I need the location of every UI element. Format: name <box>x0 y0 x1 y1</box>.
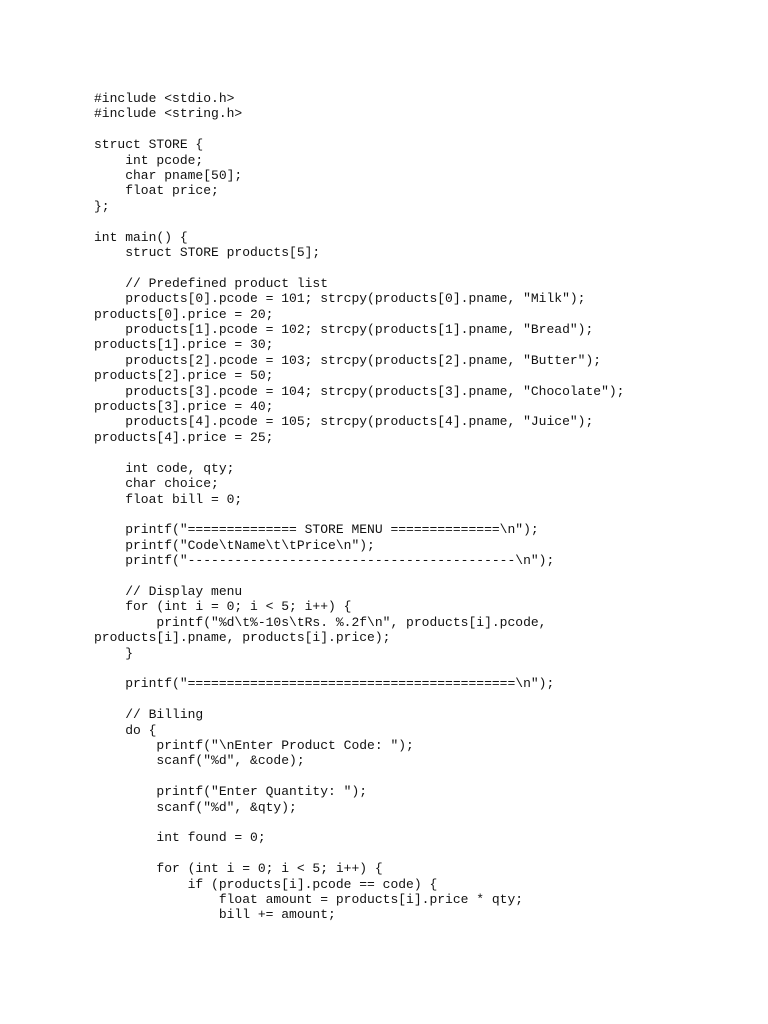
code-line: if (products[i].pcode == code) { <box>94 876 438 892</box>
code-line: for (int i = 0; i < 5; i++) { <box>94 861 383 877</box>
code-line: printf("==========================================\n"); <box>94 676 555 692</box>
code-line: do { <box>94 722 157 738</box>
code-line: #include <stdio.h> <box>94 91 235 106</box>
code-line: printf("%d\t%-10s\tRs. %.2f\n", products[i].pcode, <box>94 614 547 630</box>
code-line <box>94 445 625 460</box>
code-line: products[2].pcode = 103; strcpy(products[2].pname, "Butter"); <box>94 352 602 368</box>
code-line: products[2].price = 50; <box>94 368 274 384</box>
code-line: printf("\nEnter Product Code: "); <box>94 737 414 753</box>
code-line <box>94 846 625 861</box>
code-line: int code, qty; <box>94 460 235 476</box>
code-line <box>94 122 625 137</box>
code-line: printf("============== STORE MENU ==============\n"); <box>94 522 539 538</box>
code-line: scanf("%d", &qty); <box>94 799 297 815</box>
code-line: int pcode; <box>94 152 204 168</box>
code-line: float price; <box>94 183 219 199</box>
code-line: char pname[50]; <box>94 168 243 184</box>
code-line: float amount = products[i].price * qty; <box>94 891 524 907</box>
code-line: #include <string.h> <box>94 106 243 122</box>
code-line: bill += amount; <box>94 907 336 923</box>
code-line: }; <box>94 198 110 214</box>
code-line <box>94 260 625 275</box>
code-line: products[1].price = 30; <box>94 337 274 353</box>
code-line: products[0].price = 20; <box>94 306 274 322</box>
code-line: // Billing <box>94 707 204 723</box>
code-line <box>94 569 625 584</box>
code-line: printf("------------------------------------------\n"); <box>94 553 555 569</box>
code-line: products[0].pcode = 101; strcpy(products[0].pname, "Milk"); <box>94 291 586 307</box>
code-line: // Display menu <box>94 583 243 599</box>
code-line <box>94 769 625 784</box>
code-line: float bill = 0; <box>94 491 243 507</box>
code-line <box>94 661 625 676</box>
code-line: products[3].pcode = 104; strcpy(products[3].pname, "Chocolate"); <box>94 383 625 399</box>
code-line: products[4].pcode = 105; strcpy(products[4].pname, "Juice"); <box>94 414 594 430</box>
code-line: products[1].pcode = 102; strcpy(products[1].pname, "Bread"); <box>94 322 594 338</box>
code-line: // Predefined product list <box>94 275 329 291</box>
code-line <box>94 692 625 707</box>
code-line: int main() { <box>94 229 188 245</box>
code-line: char choice; <box>94 476 219 492</box>
code-line: struct STORE { <box>94 137 204 153</box>
code-line: struct STORE products[5]; <box>94 245 321 261</box>
code-line <box>94 815 625 830</box>
code-line: products[4].price = 25; <box>94 429 274 445</box>
code-line: scanf("%d", &code); <box>94 753 305 769</box>
code-line: products[3].price = 40; <box>94 399 274 415</box>
code-line <box>94 214 625 229</box>
code-line: printf("Enter Quantity: "); <box>94 784 368 800</box>
code-line: products[i].pname, products[i].price); <box>94 630 391 646</box>
code-line: } <box>94 645 134 661</box>
code-line: for (int i = 0; i < 5; i++) { <box>94 599 352 615</box>
code-line: printf("Code\tName\t\tPrice\n"); <box>94 537 375 553</box>
code-line: int found = 0; <box>94 830 266 846</box>
code-block <box>94 91 625 923</box>
code-line <box>94 507 625 522</box>
